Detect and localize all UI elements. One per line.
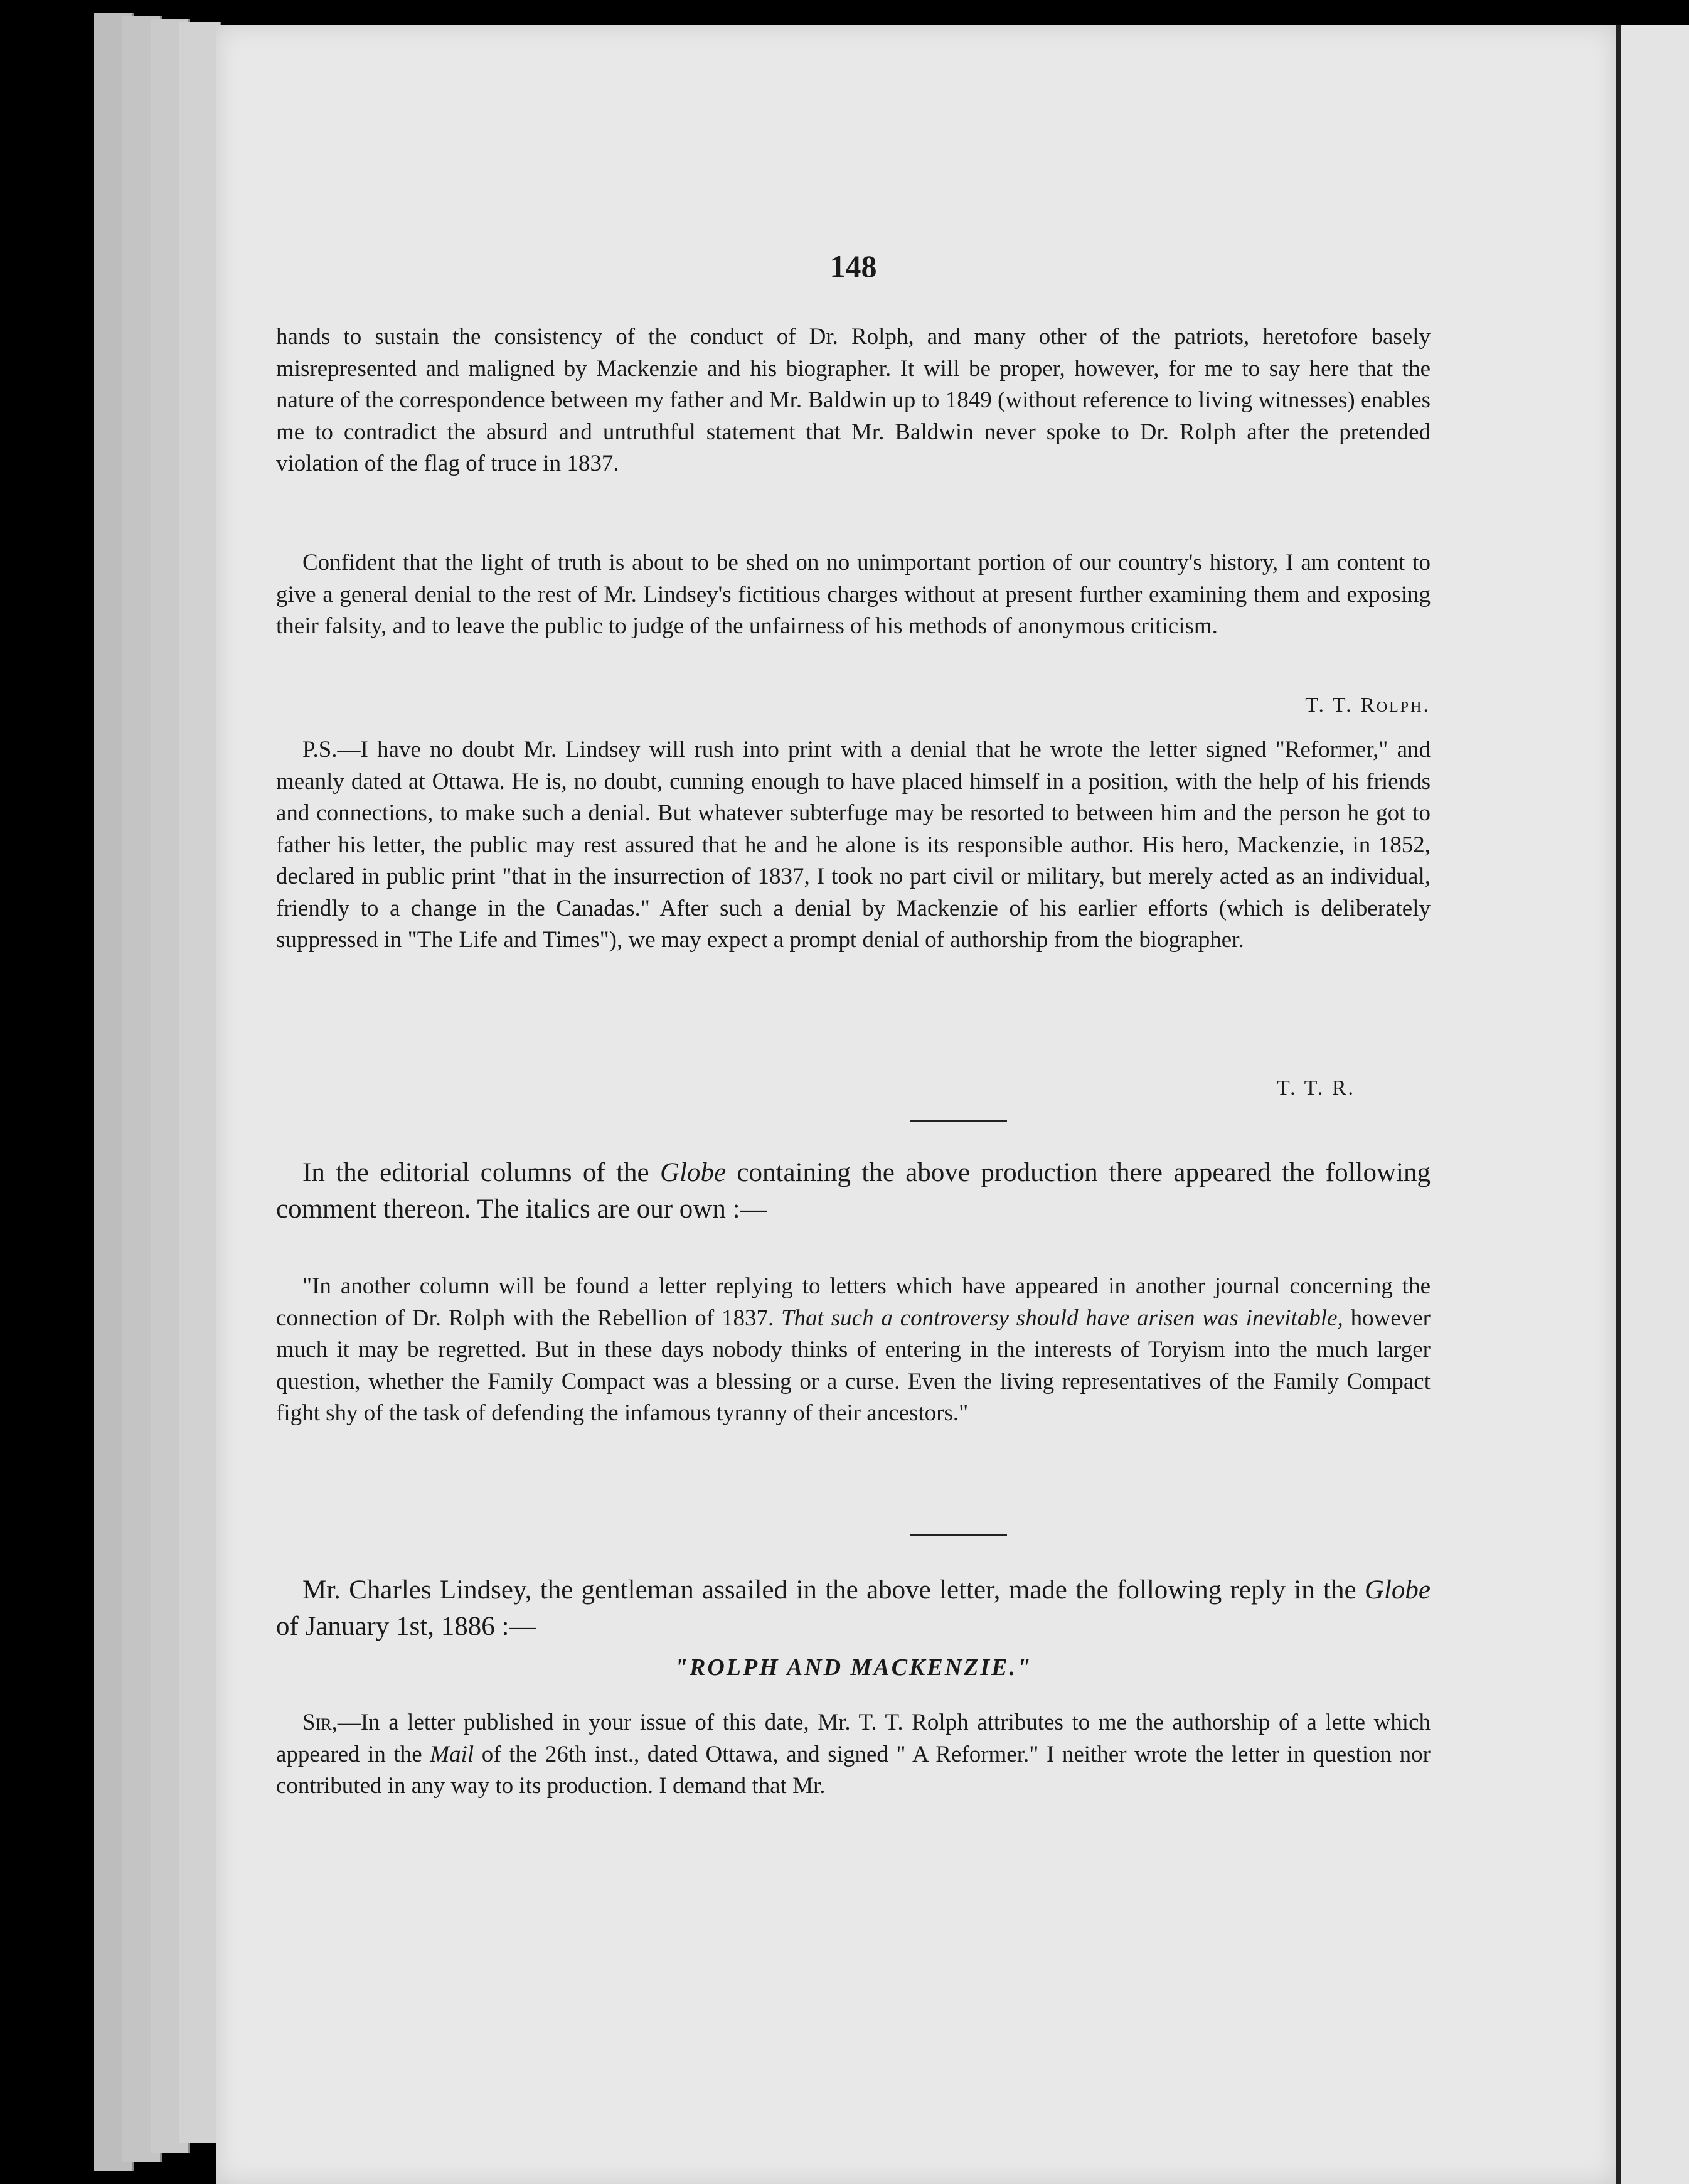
section-divider bbox=[910, 1534, 1007, 1536]
salutation: Sir bbox=[302, 1710, 332, 1735]
section-divider bbox=[910, 1120, 1007, 1122]
paragraph-postscript: P.S.—I have no doubt Mr. Lindsey will rush into print with a denial that he wrote the letter signed "Reformer," and meanly dated at Ottawa. He is, no doubt, cunning enough to have placed himself in a position, with the help of his friends and connections, to make such a denial. But whatever subterfuge may be resorted to between him and the person he got to father his letter, the public may rest assured that he and he alone is its responsible author. His hero, Mackenzie, in 1852, declared in public print "that in the insurrection of 1837, I took no part civil or military, but merely acted as an individual, friendly to a change in the Canadas." After such a denial by Mackenzie of his earlier efforts (which is deliberately suppressed in "The Life and Times"), we may expect a prompt denial of authorship from the biographer. bbox=[276, 737, 1431, 953]
signature-initials: T. T. R. bbox=[1276, 1076, 1355, 1100]
page-number: 148 bbox=[829, 249, 877, 284]
paragraph-continuation: hands to sustain the consistency of the conduct of Dr. Rolph, and many other of the patriots, heretofore basely misrepresented and maligned by Mackenzie and his biographer. It will be proper, however, for me to say here that the nature of the correspondence between my father and Mr. Baldwin up to 1849 (without reference to living witnesses) enables me to contradict the absurd and untruthful statement that Mr. Baldwin never spoke to Dr. Rolph after the pretended violation of the flag of truce in 1837. bbox=[276, 324, 1431, 476]
paragraph-sir-letter: Sir,—In a letter published in your issue of this date, Mr. T. T. Rolph attributes to me the authorship of a lette which appeared in the Mail of the 26th inst., dated Ottawa, and signed " A Reformer." I neither wrote the letter in question nor contributed in any way to its production. I demand that Mr. bbox=[276, 1710, 1431, 1799]
paragraph-globe-quote: "In another column will be found a letter replying to letters which have appeared in another journal concerning the connection of Dr. Rolph with the Rebellion of 1837. That such a controversy should have arisen was inevitable, however much it may be regretted. But in these days nobody thinks of entering in the interests of Toryism into the much larger question, whether the Family Compact was a blessing or a curse. Even the living representatives of the Family Compact fight shy of the task of defending the infamous tyranny of their ancestors." bbox=[276, 1273, 1431, 1426]
globe-title: Globe bbox=[659, 1158, 727, 1187]
mail-title: Mail bbox=[430, 1741, 474, 1767]
paragraph-confident: Confident that the light of truth is about to be shed on no unimportant portion of our country's history, I am content to give a general denial to the rest of Mr. Lindsey's fictitious charges without at present further examining them and exposing their falsity, and to leave the public to judge of the unfairness of his methods of anonymous criticism. bbox=[276, 550, 1431, 639]
page-edge bbox=[179, 22, 221, 2143]
globe-title: Globe bbox=[1364, 1575, 1431, 1605]
paragraph-editorial-intro: In the editorial columns of the Globe containing the above production there appeared the following comment thereon. The italics are our own :— bbox=[276, 1158, 1431, 1224]
next-page-edge bbox=[1616, 25, 1689, 2184]
letter-heading: "ROLPH AND MACKENZIE." bbox=[674, 1654, 1033, 1681]
paragraph-lindsey-reply-intro: Mr. Charles Lindsey, the gentleman assailed in the above letter, made the following reply in the Globe of January 1st, 1886 :— bbox=[276, 1575, 1431, 1641]
italic-emphasis: That such a controversy should have arisen was inevitable, bbox=[781, 1305, 1343, 1331]
signature-rolph: T. T. Rolph. bbox=[1305, 693, 1431, 717]
